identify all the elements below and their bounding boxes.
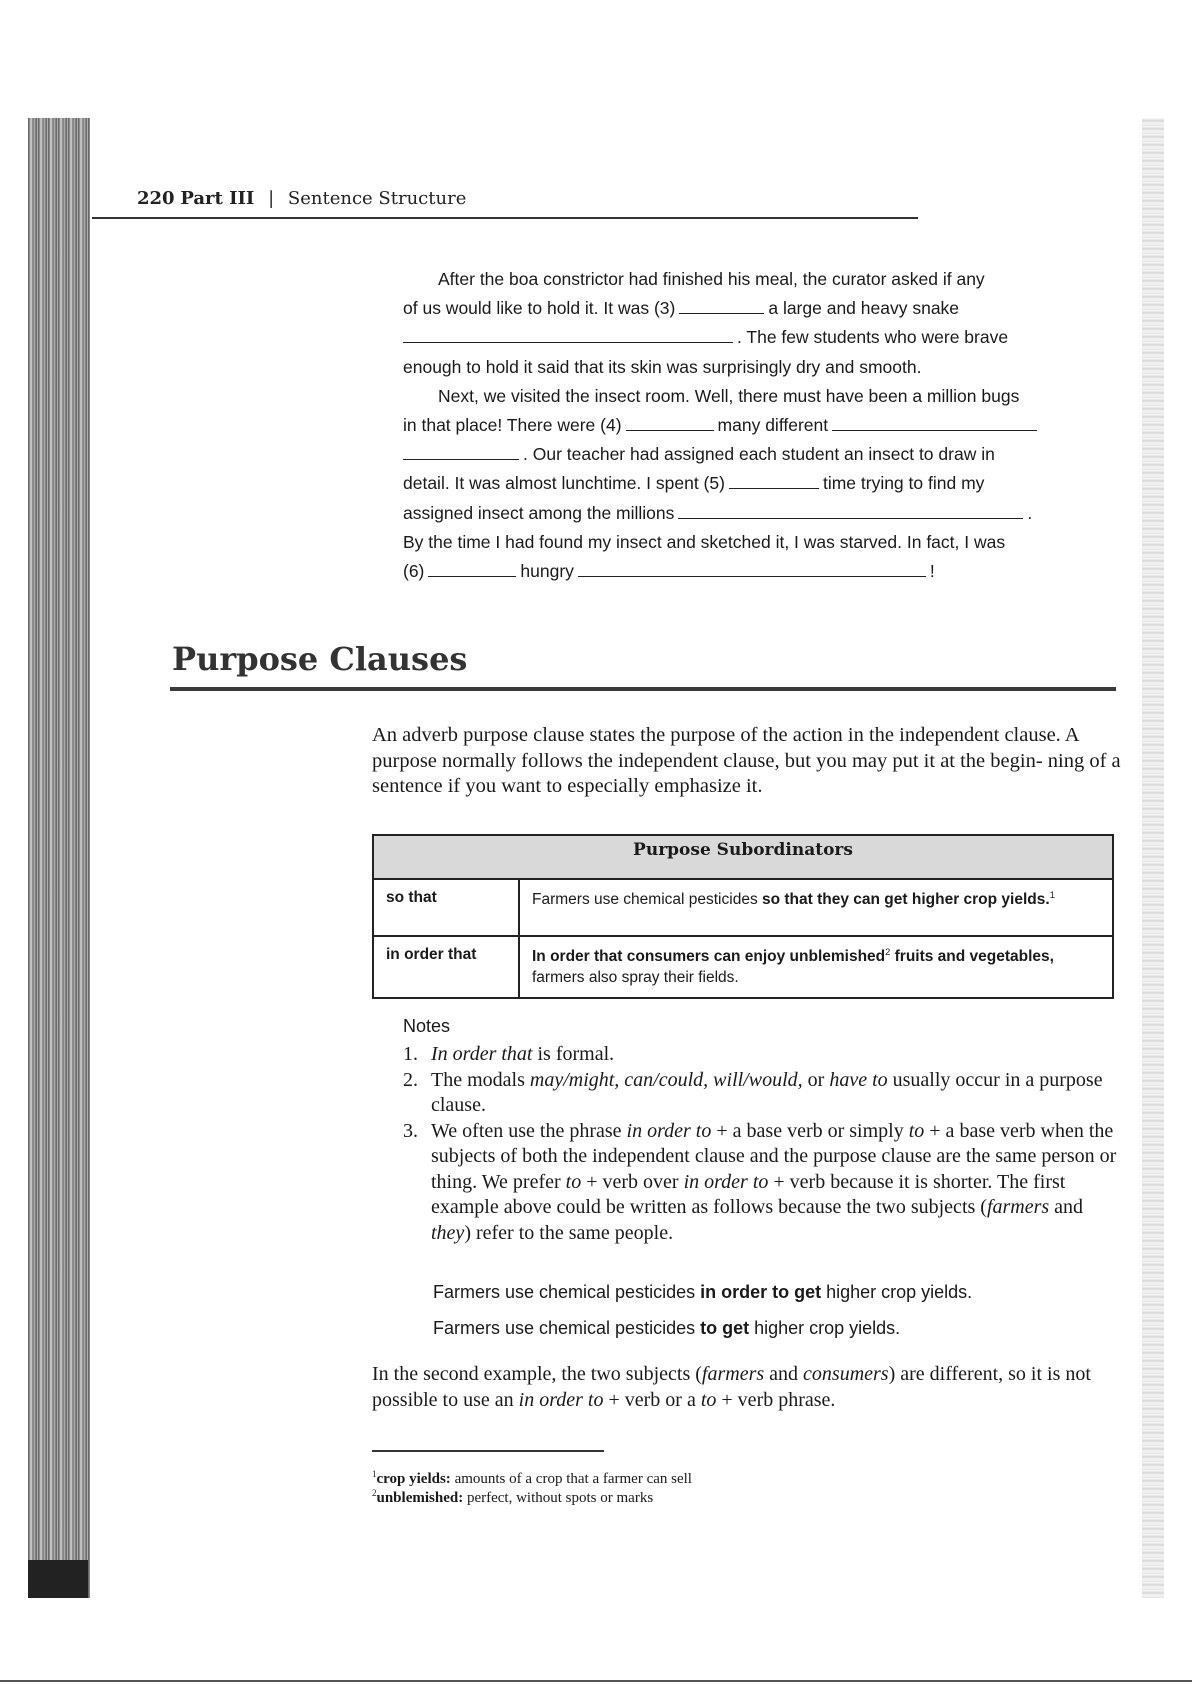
exercise-line: enough to hold it said that its skin was surprisingly dry and smooth. — [403, 356, 922, 377]
blank-3-continued[interactable] — [403, 325, 733, 344]
blank-6-continued[interactable] — [578, 558, 926, 577]
example-sentence: In order that consumers can enjoy unblemished$^2$ fruits and vegetables, farmers also spray their fields. — [519, 936, 1113, 998]
exercise-line: of us would like to hold it. It was (3) a large and heavy snake — [403, 294, 1098, 323]
exercise-line: By the time I had found my insect and sketched it, I was starved. In fact, I was — [403, 531, 1006, 552]
section-title: Purpose Clauses — [172, 640, 468, 678]
blank-4[interactable] — [626, 412, 714, 431]
subordinator-term: in order that — [373, 936, 519, 998]
book-binding-left — [28, 118, 90, 1598]
exercise-line: in that place! There were (4) many different — [403, 411, 1098, 440]
notes-list — [403, 1042, 1123, 1246]
blank-3[interactable] — [679, 296, 764, 315]
example-sentence: Farmers use chemical pesticides so that they can get higher crop yields.$^1$ — [519, 879, 1113, 936]
exercise-line: assigned insect among the millions . — [403, 499, 1098, 528]
intro-paragraph: An adverb purpose clause states the purpose of the action in the independent clause. A purpose normally follows the independent clause, but you may put it at the begin- ning of a sentence if you want to especially emphasize it. — [372, 724, 1121, 797]
part-label: Part III — [180, 188, 255, 209]
exercise-line: After the boa constrictor had finished his meal, the curator asked if any — [438, 269, 985, 289]
footnotes — [372, 1470, 972, 1508]
purpose-subordinators-table — [372, 834, 1114, 999]
note-item: 3. We often use the phrase in order to + a base verb or simply to + a base verb when the subjects of both the independent clause and the purpose clause are the same person or thing. We prefer to + verb over in order to + verb because it is shorter. The first example above could be written as follows because the two subjects (farmers and they) refer to the same people. — [403, 1119, 1117, 1244]
blank-5-continued[interactable] — [678, 500, 1023, 519]
closing-paragraph: In the second example, the two subjects (farmers and consumers) are different, so it is not possible to use an in order to + verb or a to + verb phrase. — [372, 1363, 1091, 1411]
header-rule — [92, 217, 918, 219]
table-row — [373, 936, 1113, 998]
section-rule — [170, 687, 1116, 691]
book-binding-shadow — [28, 1560, 88, 1598]
page-number: 220 — [137, 188, 175, 209]
chapter-title: Sentence Structure — [287, 188, 467, 209]
notes-heading: Notes — [403, 1016, 451, 1036]
exercise-passage — [403, 265, 1098, 586]
note-item: 2. The modals may/might, can/could, will/would, or have to usually occur in a purpose clause. — [403, 1068, 1103, 1116]
footnote-rule — [372, 1450, 604, 1452]
blank-6[interactable] — [428, 558, 516, 577]
scan-edge — [0, 1680, 1192, 1682]
header-separator: | — [268, 188, 275, 209]
blank-5[interactable] — [729, 471, 819, 490]
exercise-line: detail. It was almost lunchtime. I spent (5) time trying to find my — [403, 469, 1098, 498]
book-binding-right — [1142, 118, 1164, 1598]
footnote: $^2$unblemished: perfect, without spots or marks — [372, 1488, 654, 1506]
exercise-line: (6) hungry ! — [403, 557, 1098, 586]
blank-4-continued[interactable] — [832, 412, 1037, 431]
exercise-line: Next, we visited the insect room. Well, there must have been a million bugs — [438, 385, 1020, 406]
running-head — [137, 188, 466, 209]
footnote: $^1$crop yields: amounts of a crop that a farmer can sell — [372, 1469, 692, 1487]
blank-4-end[interactable] — [403, 442, 519, 461]
exercise-line: . The few students who were brave — [403, 323, 1098, 352]
subordinator-term: so that — [373, 879, 519, 936]
exercise-line: . Our teacher had assigned each student an insect to draw in — [403, 440, 1098, 469]
example-sentence: Farmers use chemical pesticides in order to get higher crop yields. — [433, 1282, 973, 1302]
table-title: Purpose Subordinators — [373, 835, 1113, 879]
table-row — [373, 879, 1113, 936]
note-item: 1. In order that is formal. — [403, 1043, 615, 1065]
example-sentence: Farmers use chemical pesticides to get higher crop yields. — [433, 1318, 901, 1338]
